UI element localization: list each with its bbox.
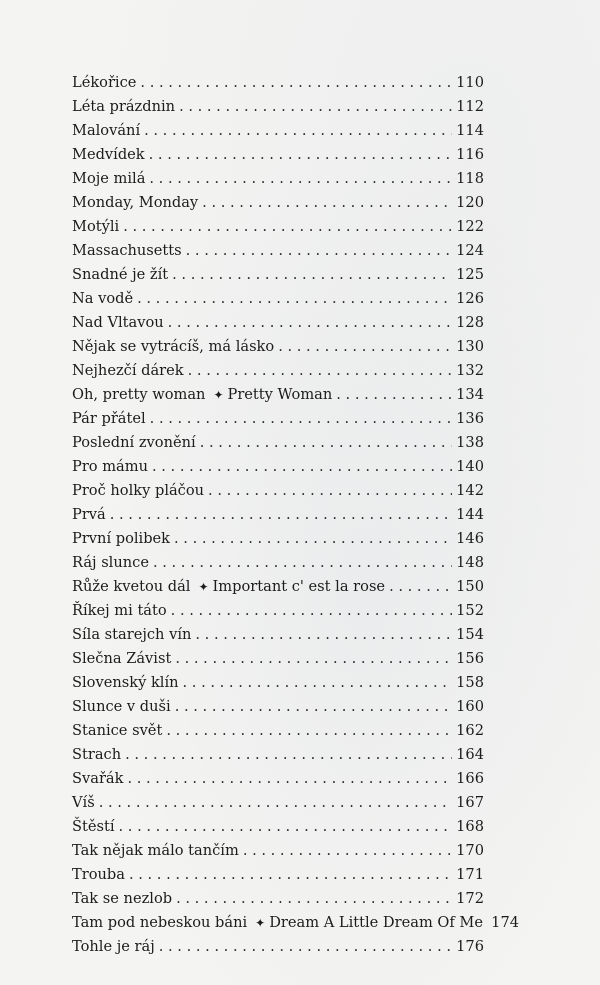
toc-entry — [72, 383, 484, 407]
toc-entry-title: Léta prázdnin — [72, 98, 176, 115]
toc-entry — [72, 743, 484, 767]
toc-entry-page-number: 112 — [456, 98, 484, 115]
toc-entry — [72, 95, 484, 119]
toc-entry-page-number: 110 — [456, 74, 484, 91]
dot-leader — [243, 839, 452, 863]
toc-entry-page-number: 116 — [456, 146, 484, 163]
separator-star-icon: ✦ — [213, 388, 224, 402]
toc-entry — [72, 71, 484, 95]
toc-entry-title: Moje milá — [72, 170, 146, 187]
toc-entry-page-number: 148 — [456, 554, 484, 571]
toc-entry-title: Strach — [72, 746, 122, 763]
toc-entry-title: Na vodě — [72, 290, 134, 307]
toc-entry — [72, 935, 484, 959]
toc-entry-title: Víš — [72, 794, 95, 811]
dot-leader — [175, 647, 452, 671]
toc-entry — [72, 191, 484, 215]
toc-entry — [72, 335, 484, 359]
toc-entry-page-number: 146 — [456, 530, 484, 547]
dot-leader — [176, 887, 452, 911]
dot-leader — [150, 407, 452, 431]
toc-entry — [72, 479, 484, 503]
toc-entry-title: Tak se nezlob — [72, 890, 173, 907]
dot-leader — [208, 479, 452, 503]
toc-entry-title: Nejhezčí dárek — [72, 362, 184, 379]
toc-entry — [72, 815, 484, 839]
toc-entry — [72, 551, 484, 575]
toc-entry-page-number: 128 — [456, 314, 484, 331]
toc-entry-title: Massachusetts — [72, 242, 182, 259]
dot-leader — [123, 215, 452, 239]
dot-leader — [171, 599, 452, 623]
toc-entry-title: Ráj slunce — [72, 554, 149, 571]
toc-entry-title: Tohle je ráj — [72, 938, 155, 955]
toc-entry-title: Růže kvetou dál — [72, 578, 191, 595]
dot-leader — [144, 119, 452, 143]
toc-entry-page-number: 138 — [456, 434, 484, 451]
toc-entry-page-number: 152 — [456, 602, 484, 619]
dot-leader — [140, 71, 452, 95]
dot-leader — [149, 143, 452, 167]
toc-entry-title: První polibek — [72, 530, 171, 547]
toc-entry — [72, 455, 484, 479]
toc-entry — [72, 431, 484, 455]
dot-leader — [137, 287, 452, 311]
toc-entry-title: Prvá — [72, 506, 106, 523]
toc-entry-page-number: 176 — [456, 938, 484, 955]
dot-leader — [99, 791, 452, 815]
dot-leader — [200, 431, 452, 455]
toc-entry-page-number: 164 — [456, 746, 484, 763]
toc-entry-title: Tam pod nebeskou báni — [72, 914, 248, 931]
toc-entry-page-number: 114 — [456, 122, 484, 139]
toc-entry — [72, 863, 484, 887]
toc-entry — [72, 791, 484, 815]
dot-leader — [129, 863, 452, 887]
toc-entry — [72, 575, 484, 599]
toc-entry-page-number: 160 — [456, 698, 484, 715]
dot-leader — [119, 815, 452, 839]
dot-leader — [127, 767, 452, 791]
toc-entry-page-number: 134 — [456, 386, 484, 403]
toc-entry-page-number: 171 — [456, 866, 484, 883]
dot-leader — [188, 359, 452, 383]
dot-leader — [159, 935, 452, 959]
toc-entry — [72, 239, 484, 263]
dot-leader — [175, 695, 452, 719]
dot-leader — [389, 575, 452, 599]
toc-entry — [72, 623, 484, 647]
dot-leader — [152, 455, 452, 479]
toc-entry — [72, 647, 484, 671]
toc-entry-page-number: 125 — [456, 266, 484, 283]
separator-star-icon: ✦ — [255, 916, 266, 930]
toc-entry — [72, 767, 484, 791]
toc-entry-page-number: 120 — [456, 194, 484, 211]
toc-entry-title: Medvídek — [72, 146, 145, 163]
toc-entry-page-number: 168 — [456, 818, 484, 835]
dot-leader — [166, 719, 452, 743]
toc-entry — [72, 119, 484, 143]
toc-entry-title: Pro mámu — [72, 458, 148, 475]
toc-entry-title: Tak nějak málo tančím — [72, 842, 239, 859]
toc-entry-page-number: 130 — [456, 338, 484, 355]
toc-entry-page-number: 118 — [456, 170, 484, 187]
toc-entry-title: Snadné je žít — [72, 266, 169, 283]
toc-entry-page-number: 174 — [491, 914, 520, 931]
toc-entry — [72, 143, 484, 167]
toc-entry — [72, 719, 484, 743]
toc-entry — [72, 287, 484, 311]
toc-entry-page-number: 126 — [456, 290, 484, 307]
toc-entry — [72, 839, 484, 863]
dot-leader — [168, 311, 452, 335]
toc-entry-page-number: 124 — [456, 242, 484, 259]
toc-entry-page-number: 142 — [456, 482, 484, 499]
dot-leader — [172, 263, 452, 287]
toc-entry — [72, 215, 484, 239]
toc-entry-page-number: 140 — [456, 458, 484, 475]
dot-leader — [149, 167, 452, 191]
table-of-contents — [72, 71, 520, 959]
dot-leader — [125, 743, 452, 767]
toc-entry — [72, 599, 484, 623]
toc-entry-title: Trouba — [72, 866, 125, 883]
toc-entry-title: Svařák — [72, 770, 124, 787]
toc-entry — [72, 359, 484, 383]
toc-entry — [72, 167, 484, 191]
toc-entry-title: Síla starejch vín — [72, 626, 192, 643]
toc-entry-title: Stanice svět — [72, 722, 163, 739]
toc-entry — [72, 263, 484, 287]
toc-entry-page-number: 167 — [456, 794, 484, 811]
toc-entry — [72, 311, 484, 335]
separator-star-icon: ✦ — [198, 580, 209, 594]
toc-entry — [72, 695, 484, 719]
dot-leader — [153, 551, 452, 575]
toc-entry-title: Nějak se vytrácíš, má lásko — [72, 338, 275, 355]
toc-entry-title: Slečna Závist — [72, 650, 172, 667]
toc-entry-title: Malování — [72, 122, 141, 139]
toc-entry-original-title: Dream A Little Dream Of Me — [269, 914, 484, 931]
dot-leader — [336, 383, 452, 407]
dot-leader — [174, 527, 452, 551]
dot-leader — [179, 95, 452, 119]
dot-leader — [195, 623, 452, 647]
toc-entry-title: Pár přátel — [72, 410, 146, 427]
toc-entry — [72, 911, 520, 935]
dot-leader — [183, 671, 452, 695]
toc-entry-title: Slovenský klín — [72, 674, 179, 691]
toc-entry-title: Oh, pretty woman — [72, 386, 206, 403]
toc-entry — [72, 671, 484, 695]
toc-entry-title: Slunce v duši — [72, 698, 171, 715]
toc-entry-title: Proč holky pláčou — [72, 482, 205, 499]
toc-entry-page-number: 166 — [456, 770, 484, 787]
toc-entry-title: Lékořice — [72, 74, 137, 91]
toc-entry-page-number: 170 — [456, 842, 484, 859]
toc-entry — [72, 407, 484, 431]
toc-entry-page-number: 150 — [456, 578, 484, 595]
dot-leader — [110, 503, 452, 527]
dot-leader — [278, 335, 452, 359]
toc-entry — [72, 887, 484, 911]
dot-leader — [186, 239, 452, 263]
toc-entry-title: Poslední zvonění — [72, 434, 196, 451]
toc-entry-page-number: 154 — [456, 626, 484, 643]
toc-entry-title: Štěstí — [72, 818, 115, 835]
toc-entry-page-number: 136 — [456, 410, 484, 427]
toc-entry-page-number: 156 — [456, 650, 484, 667]
toc-entry-title: Motýli — [72, 218, 120, 235]
toc-entry-page-number: 162 — [456, 722, 484, 739]
toc-entry — [72, 503, 484, 527]
toc-entry-page-number: 158 — [456, 674, 484, 691]
toc-entry-original-title: Pretty Woman — [227, 386, 333, 403]
toc-entry-page-number: 122 — [456, 218, 484, 235]
toc-entry-page-number: 132 — [456, 362, 484, 379]
toc-entry-original-title: Important c' est la rose — [212, 578, 386, 595]
toc-entry — [72, 527, 484, 551]
toc-entry-title: Nad Vltavou — [72, 314, 164, 331]
toc-entry-page-number: 172 — [456, 890, 484, 907]
toc-entry-title: Říkej mi táto — [72, 602, 167, 619]
toc-entry-page-number: 144 — [456, 506, 484, 523]
dot-leader — [202, 191, 452, 215]
toc-entry-title: Monday, Monday — [72, 194, 199, 211]
